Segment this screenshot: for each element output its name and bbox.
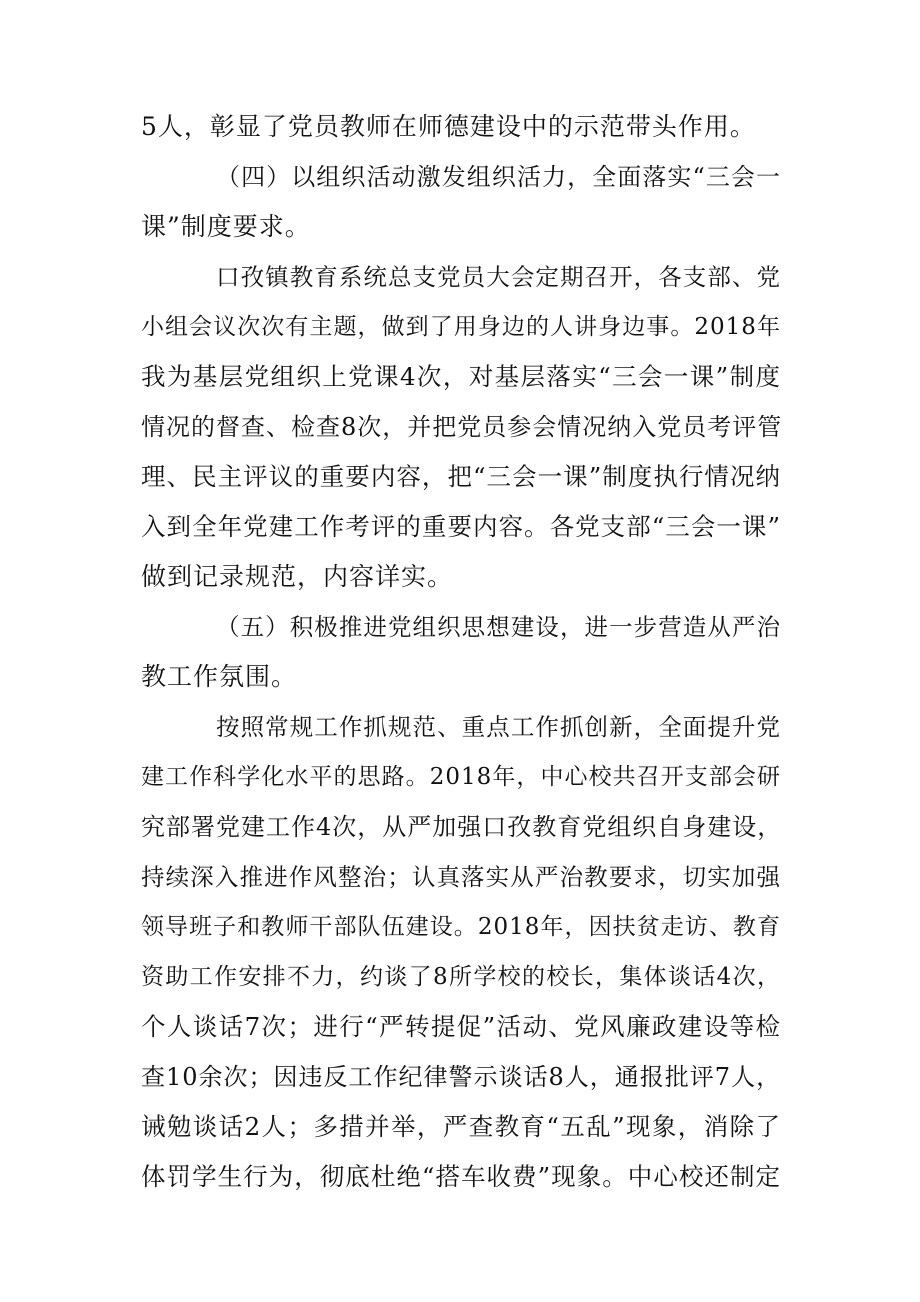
- paragraph-line: 建工作科学化水平的思路。2018年，中心校共召开支部会研: [141, 764, 781, 790]
- paragraph-line: 情况的督查、检查8次，并把党员参会情况纳入党员考评管: [141, 413, 783, 441]
- section-heading-line: 课”制度要求。: [141, 212, 311, 241]
- paragraph-line: 做到记录规范，内容详实。: [141, 562, 454, 591]
- paragraph-line: 按照常规工作抓规范、重点工作抓创新，全面提升党: [216, 713, 781, 741]
- paragraph-line: 理、民主评议的重要内容，把“三会一课”制度执行情况纳: [141, 462, 781, 491]
- paragraph-line: 5人，彰显了党员教师在师德建设中的示范带头作用。: [141, 112, 756, 141]
- paragraph-line: 我为基层党组织上党课4次，对基层落实“三会一课”制度: [141, 362, 781, 391]
- section-heading-line: （四）以组织活动激发组织活力，全面落实“三会一: [216, 163, 781, 191]
- paragraph-line: 资助工作安排不力，约谈了8所学校的校长，集体谈话4次，: [141, 964, 781, 990]
- paragraph-line: 小组会议次次有主题，做到了用身边的人讲身边事。2018年: [141, 314, 781, 340]
- paragraph-line: 查10余次；因违反工作纪律警示谈话8人，通报批评7人，: [141, 1063, 782, 1091]
- paragraph-line: 诫勉谈话2人；多措并举，严查教育“五乱”现象，消除了: [141, 1112, 781, 1141]
- section-heading-line: （五）积极推进党组织思想建设，进一步营造从严治: [216, 613, 781, 641]
- paragraph-line: 体罚学生行为，彻底杜绝“搭车收费”现象。中心校还制定: [141, 1162, 781, 1191]
- paragraph-line: 究部署党建工作4次，从严加强口孜教育党组织自身建设，: [141, 813, 783, 841]
- paragraph-line: 领导班子和教师干部队伍建设。2018年，因扶贫走访、教育: [141, 914, 781, 940]
- paragraph-line: 持续深入推进作风整治；认真落实从严治教要求，切实加强: [141, 863, 781, 891]
- paragraph-line: 口孜镇教育系统总支党员大会定期召开，各支部、党: [216, 263, 781, 291]
- section-heading-line: 教工作氛围。: [141, 662, 298, 691]
- paragraph-line: 入到全年党建工作考评的重要内容。各党支部“三会一课”: [141, 512, 781, 541]
- paragraph-line: 个人谈话7次；进行“严转提促”活动、党风廉政建设等检: [141, 1012, 781, 1041]
